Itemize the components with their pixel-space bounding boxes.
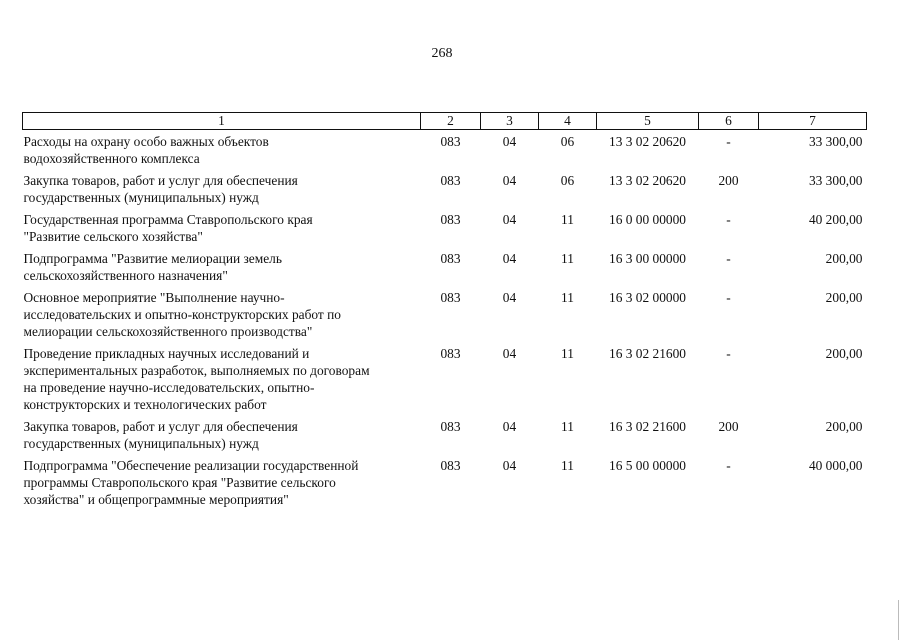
row-name-line: конструкторских и технологических работ	[23, 397, 267, 412]
table-row	[23, 208, 867, 247]
header-col-6: 6	[699, 113, 759, 130]
cell-section: 04	[502, 290, 517, 305]
row-name-line: Подпрограмма "Обеспечение реализации государственной	[23, 458, 359, 473]
row-name	[23, 454, 421, 510]
row-name-line: Расходы на охрану особо важных объектов	[23, 134, 269, 149]
cell-ministry: 083	[440, 134, 461, 149]
cell-expense-type: -	[726, 251, 731, 266]
row-name-line: исследовательских и опытно-конструкторских работ по	[23, 307, 341, 322]
row-name-line: Государственная программа Ставропольского края	[23, 212, 313, 227]
row-name-line: водохозяйственного комплекса	[23, 151, 200, 166]
row-name-line: Проведение прикладных научных исследований и	[23, 346, 310, 361]
cell-expense-type: -	[726, 458, 731, 473]
cell-target-article: 16 3 02 00000	[609, 290, 686, 305]
cell-amount: 200,00	[825, 290, 863, 305]
cell-ministry: 083	[440, 458, 461, 473]
header-col-3: 3	[481, 113, 539, 130]
cell-amount: 40 000,00	[808, 458, 863, 473]
row-name	[23, 208, 421, 247]
cell-amount: 200,00	[825, 419, 863, 434]
cell-subsection: 11	[561, 346, 574, 361]
row-name-line: государственных (муниципальных) нужд	[23, 436, 259, 451]
table-row	[23, 415, 867, 454]
row-name	[23, 169, 421, 208]
table-row	[23, 454, 867, 510]
cell-section: 04	[502, 419, 517, 434]
row-name	[23, 342, 421, 415]
cell-expense-type: -	[726, 346, 731, 361]
cell-amount: 33 300,00	[808, 173, 863, 188]
row-name-line: "Развитие сельского хозяйства"	[23, 229, 203, 244]
page-number: 268	[431, 46, 453, 61]
cell-target-article: 16 5 00 00000	[609, 458, 686, 473]
cell-section: 04	[502, 251, 517, 266]
cell-subsection: 11	[561, 251, 574, 266]
row-name	[23, 247, 421, 286]
row-name-line: сельскохозяйственного назначения"	[23, 268, 228, 283]
cell-amount: 33 300,00	[808, 134, 863, 149]
cell-subsection: 06	[560, 134, 575, 149]
cell-ministry: 083	[440, 290, 461, 305]
row-name-line: государственных (муниципальных) нужд	[23, 190, 259, 205]
cell-target-article: 13 3 02 20620	[609, 173, 686, 188]
cell-section: 04	[502, 458, 517, 473]
row-name	[23, 130, 421, 170]
cell-expense-type: 200	[718, 173, 739, 188]
cell-expense-type: -	[726, 290, 731, 305]
cell-expense-type: -	[726, 134, 731, 149]
cell-section: 04	[502, 346, 517, 361]
header-row	[23, 113, 867, 130]
cell-expense-type: 200	[718, 419, 739, 434]
header-col-4: 4	[539, 113, 597, 130]
cell-target-article: 13 3 02 20620	[609, 134, 686, 149]
cell-target-article: 16 0 00 00000	[609, 212, 686, 227]
row-name-line: Закупка товаров, работ и услуг для обеспечения	[23, 419, 298, 434]
header-col-7: 7	[759, 113, 867, 130]
cell-target-article: 16 3 02 21600	[609, 419, 686, 434]
cell-subsection: 11	[561, 212, 574, 227]
cell-amount: 40 200,00	[808, 212, 863, 227]
cell-subsection: 11	[561, 419, 574, 434]
row-name	[23, 286, 421, 342]
header-col-2: 2	[421, 113, 481, 130]
header-col-5: 5	[597, 113, 699, 130]
row-name-line: Основное мероприятие "Выполнение научно-	[23, 290, 285, 305]
row-name-line: экспериментальных разработок, выполняемых по договорам	[23, 363, 370, 378]
cell-section: 04	[502, 134, 517, 149]
cell-target-article: 16 3 02 21600	[609, 346, 686, 361]
table-row	[23, 169, 867, 208]
cell-subsection: 06	[560, 173, 575, 188]
row-name-line: мелиорации сельскохозяйственного производства"	[23, 324, 313, 339]
cell-target-article: 16 3 00 00000	[609, 251, 686, 266]
row-name-line: хозяйства" и общепрограммные мероприятия"	[23, 492, 289, 507]
row-name-line: Подпрограмма "Развитие мелиорации земель	[23, 251, 282, 266]
cell-amount: 200,00	[825, 346, 863, 361]
cell-subsection: 11	[561, 458, 574, 473]
cell-ministry: 083	[440, 346, 461, 361]
cell-section: 04	[502, 212, 517, 227]
scan-edge-line	[898, 600, 899, 640]
cell-ministry: 083	[440, 251, 461, 266]
cell-amount: 200,00	[825, 251, 863, 266]
table-row	[23, 130, 867, 170]
header-col-1: 1	[23, 113, 421, 130]
table-row	[23, 247, 867, 286]
cell-subsection: 11	[561, 290, 574, 305]
budget-table	[22, 112, 867, 510]
cell-ministry: 083	[440, 173, 461, 188]
cell-ministry: 083	[440, 419, 461, 434]
row-name-line: программы Ставропольского края "Развитие сельского	[23, 475, 336, 490]
cell-ministry: 083	[440, 212, 461, 227]
table-row	[23, 342, 867, 415]
row-name-line: Закупка товаров, работ и услуг для обеспечения	[23, 173, 298, 188]
table-row	[23, 286, 867, 342]
cell-expense-type: -	[726, 212, 731, 227]
row-name	[23, 415, 421, 454]
row-name-line: на проведение научно-исследовательских, опытно-	[23, 380, 315, 395]
cell-section: 04	[502, 173, 517, 188]
